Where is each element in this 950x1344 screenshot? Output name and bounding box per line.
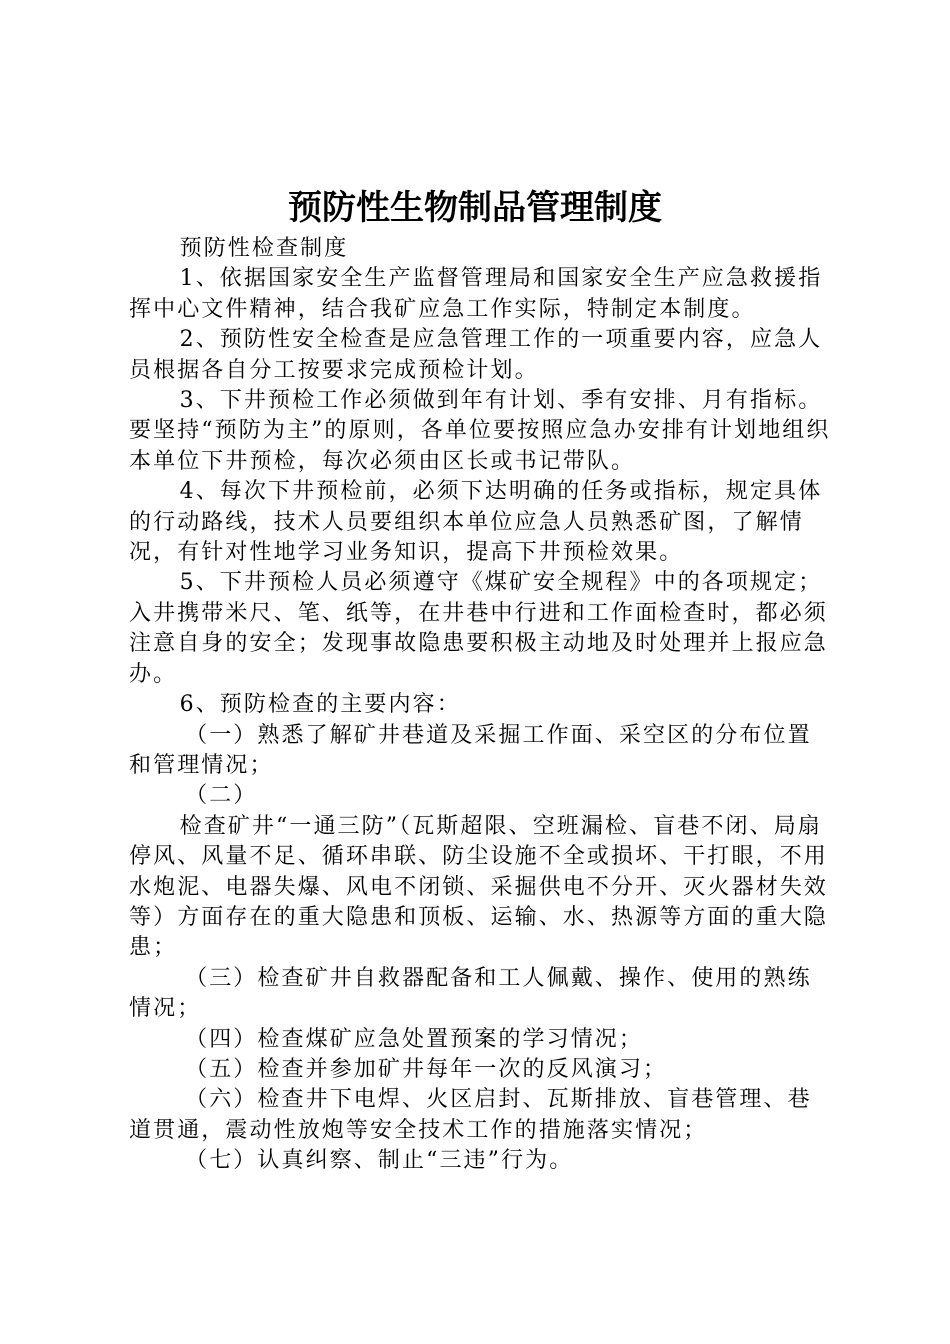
paragraph-item-3: 3、下井预检工作必须做到年有计划、季有安排、月有指标。要坚持“预防为主”的原则，各单位要按照应急办安排有计划地组织本单位下井预检，每次必须由区长或书记带队。 <box>129 388 831 474</box>
document-title: 预防性生物制品管理制度 <box>288 188 662 228</box>
paragraph-item-1: 1、依据国家安全生产监督管理局和国家安全生产应急救援指挥中心文件精神，结合我矿应急工作实际，特制定本制度。 <box>129 266 823 322</box>
paragraph-item-5: 5、下井预检人员必须遵守《煤矿安全规程》中的各项规定；入井携带米尺、笔、纸等，在井巷中行进和工作面检查时，都必须注意自身的安全；发现事故隐患要积极主动地及时处理并上报应急办。 <box>129 570 828 687</box>
paragraph-sub-2-body: 检查矿井“一通三防”（瓦斯超限、空班漏检、盲巷不闭、局扇停风、风量不足、循环串联、防尘设施不全或损坏、干打眼，不用水炮泥、电器失爆、风电不闭锁、采掘供电不分开、灭火器材失效等）方面存在的重大隐患和顶板、运输、水、热源等方面的重大隐患； <box>129 813 828 961</box>
paragraph-sub-3: （三）检查矿井自救器配备和工人佩戴、操作、使用的熟练情况； <box>129 965 812 1022</box>
paragraph-subtitle: 预防性检查制度 <box>179 236 349 261</box>
paragraph-sub-7: （七）认真纠察、制止“三违”行为。 <box>185 1148 574 1174</box>
paragraph-sub-4: （四）检查煤矿应急处置预案的学习情况； <box>185 1026 643 1052</box>
paragraph-item-2: 2、预防性安全检查是应急管理工作的一项重要内容，应急人员根据各自分工按要求完成预检计划。 <box>129 327 823 383</box>
paragraph-sub-5: （五）检查并参加矿井每年一次的反风演习； <box>185 1056 668 1082</box>
paragraph-sub-6: （六）检查井下电焊、火区启封、瓦斯排放、盲巷管理、巷道贯通，震动性放炮等安全技术工作的措施落实情况； <box>129 1087 812 1143</box>
paragraph-sub-2-heading: （二） <box>185 783 258 809</box>
document-body <box>129 234 834 1177</box>
paragraph-sub-1: （一）熟悉了解矿井巷道及采掘工作面、采空区的分布位置和管理情况； <box>129 722 812 778</box>
paragraph-item-4: 4、每次下井预检前，必须下达明确的任务或指标，规定具体的行动路线，技术人员要组织本单位应急人员熟悉矿图，了解情况，有针对性地学习业务知识，提高下井预检效果。 <box>129 479 823 566</box>
paragraph-item-6: 6、预防检查的主要内容： <box>179 692 461 718</box>
